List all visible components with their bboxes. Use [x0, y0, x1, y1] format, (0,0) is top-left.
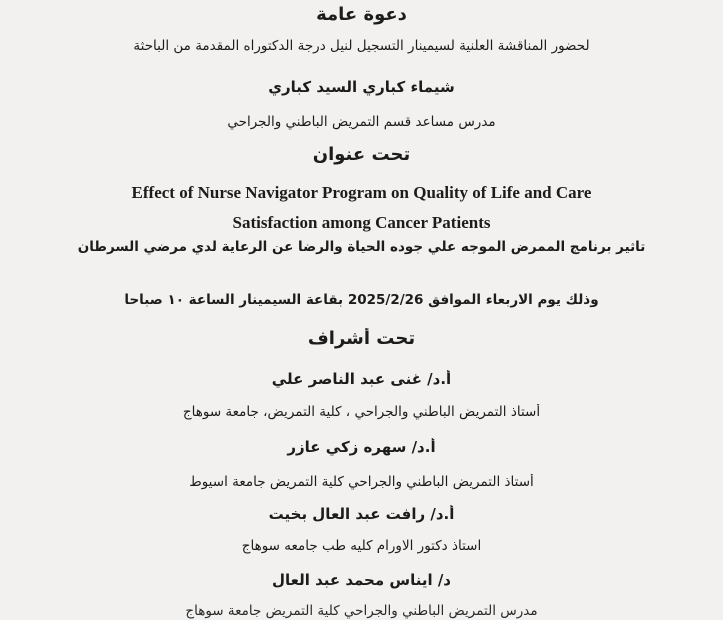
supervision-heading: تحت أشراف — [307, 328, 416, 349]
supervisor-3-title: استاذ دكتور الاورام كليه طب جامعه سوهاج — [241, 538, 482, 554]
invitation-heading: دعوة عامة — [316, 4, 407, 25]
supervisor-4-title: مدرس التمريض الباطني والجراحي كلية التمريض جامعة سوهاج — [185, 603, 538, 619]
schedule-text: وذلك يوم الاربعاء الموافق 2025/2/26 بقاعة السيمينار الساعة ١٠ صباحا — [124, 292, 599, 308]
english-title-line-2: Satisfaction among Cancer Patients — [232, 213, 491, 232]
supervisor-2-name: أ.د/ سهره زكي عازر — [287, 438, 436, 456]
english-title-line-1: Effect of Nurse Navigator Program on Quality of Life and Care — [131, 183, 592, 202]
supervisor-1-name: أ.د/ غنى عبد الناصر علي — [271, 370, 452, 388]
arabic-title: تاثير برنامج الممرض الموجه علي جوده الحياة والرضا عن الرعاية لدي مرضي السرطان — [77, 239, 646, 255]
topic-heading: تحت عنوان — [312, 144, 411, 165]
supervisor-2-title: أستاذ التمريض الباطني والجراحي كلية التمريض جامعة اسيوط — [189, 474, 534, 490]
supervisor-4-name: د/ ايناس محمد عبد العال — [271, 571, 452, 589]
supervisor-1-title: أستاذ التمريض الباطني والجراحي ، كلية التمريض، جامعة سوهاج — [182, 404, 541, 420]
researcher-name: شيماء كباري السيد كباري — [268, 78, 455, 96]
supervisor-3-name: أ.د/ رافت عبد العال بخيت — [268, 505, 455, 523]
invitation-intro: لحضور المناقشة العلنية لسيمينار التسجيل لنيل درجة الدكتوراه المقدمة من الباحثة — [133, 38, 590, 54]
researcher-title: مدرس مساعد قسم التمريض الباطني والجراحي — [227, 114, 496, 130]
